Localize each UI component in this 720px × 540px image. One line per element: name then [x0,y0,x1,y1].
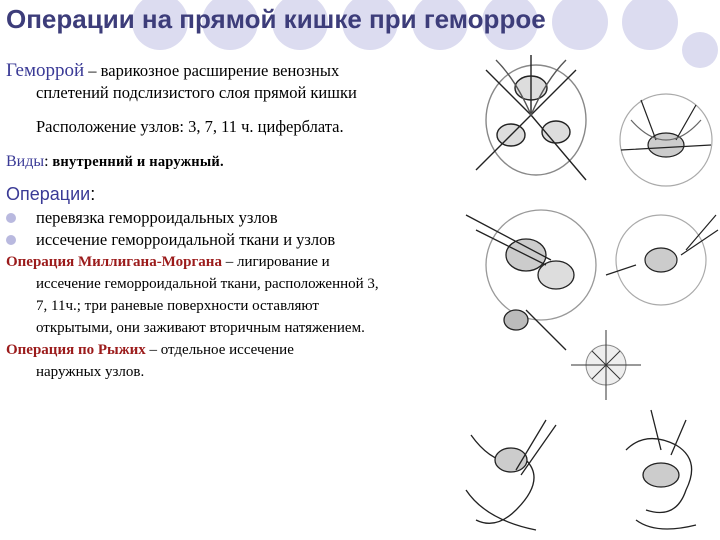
list-item [6,207,461,229]
decor-circle [552,0,608,50]
types-colon: : [44,153,49,170]
bullet-text: иссечение геморроидальной ткани и узлов [36,230,336,249]
milligan-morgan-line4: открытыми, они заживают вторичным натяжением. [36,320,365,336]
milligan-morgan-line2: иссечение геморроидальной ткани, расположенной 3, [36,276,379,292]
decor-circle [622,0,678,50]
bullet-icon [6,235,16,245]
definition [6,60,461,82]
nodes-location: Расположение узлов: 3, 7, 11 ч. циферблата. [36,117,344,136]
bullet-text: перевязка геморроидальных узлов [36,208,278,227]
illustration-excision [620,94,712,186]
illustration-wound-healing [571,330,641,400]
list-item [6,229,461,251]
definition-term: Геморрой [6,60,85,81]
ryzhikh-name: Операция по Рыжих [6,342,146,358]
types-line [6,150,461,173]
ryzhikh-line1 [6,339,461,361]
operations-colon: : [90,184,96,204]
ryzhikh-line2: наружных узлов. [36,364,145,380]
slide-title: Операции на прямой кишке при геморрое [6,4,546,34]
types-label: Виды [6,153,45,170]
slide-body [6,60,461,383]
operations-label: Операции [6,184,91,204]
definition-text: – варикозное расширение венозных [84,61,340,80]
definition-line2: сплетений подслизистого слоя прямой кишки [36,83,357,102]
illustration-external-node [626,410,696,529]
illustration-instrument [606,215,718,305]
milligan-morgan-line3: 7, 11ч.; три раневые поверхности оставляют [36,298,319,314]
illustration-ligation [476,55,586,180]
operations-heading [6,183,461,205]
milligan-morgan-text: – лигирование и [221,254,330,270]
illustration-clamp [466,210,596,350]
types-text: внутренний и наружный. [48,154,224,170]
illustration-ryzhikh [466,420,556,530]
milligan-morgan-name: Операция Миллигана-Моргана [6,254,222,270]
bullet-icon [6,213,16,223]
surgical-illustrations [456,50,720,540]
ryzhikh-text: – отдельное иссечение [145,342,294,358]
milligan-morgan-line1 [6,251,461,273]
